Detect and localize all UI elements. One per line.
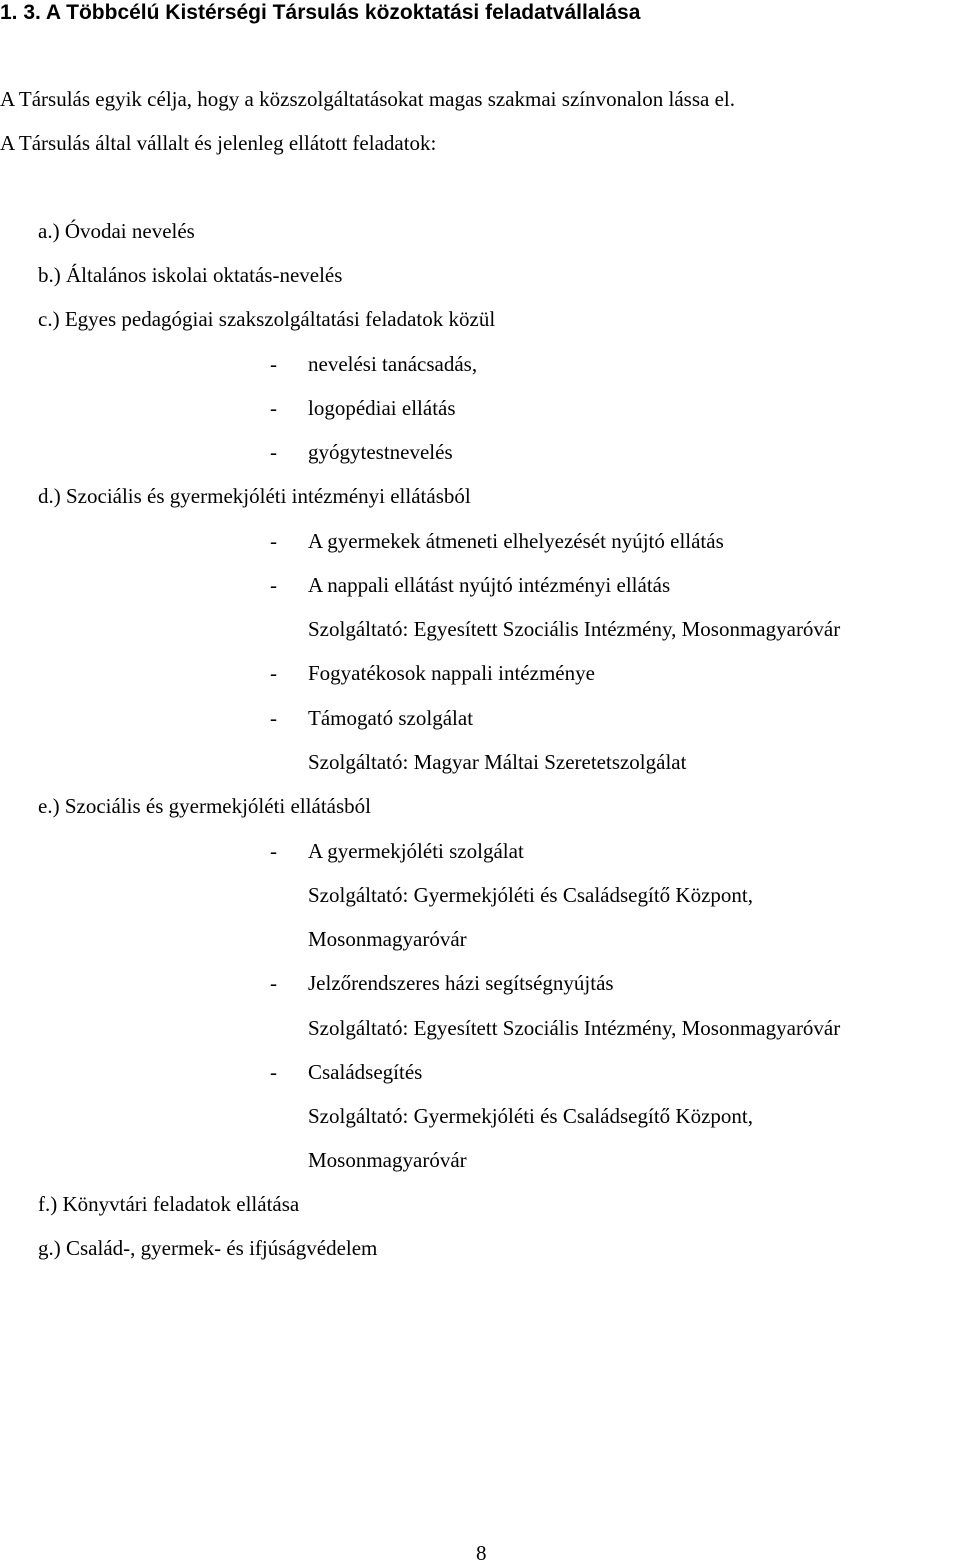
task-g: g.) Család-, gyermek- és ifjúságvédelem [38,1236,378,1260]
intro-line-1: A Társulás egyik célja, hogy a közszolgáltatásokat magas szakmai színvonalon lássa el. [0,87,735,111]
task-d-provider: Szolgáltató: Magyar Máltai Szeretetszolgálat [308,750,687,774]
task-d-item: A gyermekek átmeneti elhelyezését nyújtó ellátás [308,529,724,553]
task-d-provider: Szolgáltató: Egyesített Szociális Intézmény, Mosonmagyaróvár [308,617,841,641]
task-d-item: Fogyatékosok nappali intézménye [308,661,595,685]
task-c-item: logopédiai ellátás [308,396,456,420]
task-b: b.) Általános iskolai oktatás-nevelés [38,263,343,287]
bullet-dash: - [270,839,277,863]
task-d-item: A nappali ellátást nyújtó intézményi ellátás [308,573,671,597]
task-d: d.) Szociális és gyermekjóléti intézményi ellátásból [38,484,471,508]
task-c-item: nevelési tanácsadás, [308,352,478,376]
task-e-provider: Mosonmagyaróvár [308,927,467,951]
task-e-provider: Szolgáltató: Egyesített Szociális Intézmény, Mosonmagyaróvár [308,1016,841,1040]
task-e-item: Családsegítés [308,1060,423,1084]
task-e-provider: Szolgáltató: Gyermekjóléti és Családsegítő Központ, [308,883,753,907]
task-c: c.) Egyes pedagógiai szakszolgáltatási feladatok közül [38,307,496,331]
bullet-dash: - [270,971,277,995]
task-e: e.) Szociális és gyermekjóléti ellátásból [38,794,371,818]
section-title: 1. 3. A Többcélú Kistérségi Társulás közoktatási feladatvállalása [0,1,641,24]
task-c-item: gyógytestnevelés [308,440,453,464]
bullet-dash: - [270,396,277,420]
task-a: a.) Óvodai nevelés [38,219,195,243]
task-e-item: A gyermekjóléti szolgálat [308,839,524,863]
page-number: 8 [476,1541,487,1565]
bullet-dash: - [270,1060,277,1084]
bullet-dash: - [270,440,277,464]
bullet-dash: - [270,352,277,376]
task-f: f.) Könyvtári feladatok ellátása [38,1192,300,1216]
bullet-dash: - [270,661,277,685]
bullet-dash: - [270,529,277,553]
intro-line-2: A Társulás által vállalt és jelenleg ellátott feladatok: [0,131,437,155]
task-d-item: Támogató szolgálat [308,706,474,730]
task-e-provider: Mosonmagyaróvár [308,1148,467,1172]
task-e-item: Jelzőrendszeres házi segítségnyújtás [308,971,614,995]
task-e-provider: Szolgáltató: Gyermekjóléti és Családsegítő Központ, [308,1104,753,1128]
bullet-dash: - [270,706,277,730]
bullet-dash: - [270,573,277,597]
